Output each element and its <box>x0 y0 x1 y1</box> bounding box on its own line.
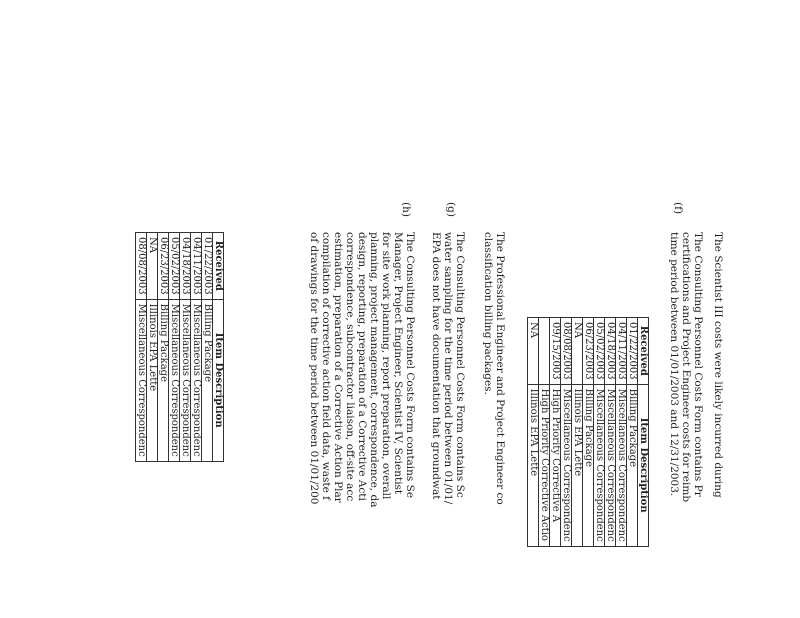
table-cell: 08/08/2003 <box>561 318 572 385</box>
item-f-table <box>527 317 649 547</box>
table-cell <box>539 318 550 385</box>
table-row <box>169 233 180 462</box>
paragraph-line: Manager, Project Engineer, Scientist IV, Scientist <box>392 232 404 495</box>
table-row <box>627 318 638 547</box>
paragraph-line: The Professional Engineer and Project Engineer co <box>494 232 506 505</box>
paragraph-line: The Consulting Personnel Costs Form contains Sc <box>454 232 466 498</box>
item-h-label: (h) <box>400 202 412 217</box>
paragraph-line: classification billing packages. <box>482 232 494 395</box>
table-cell: Miscellaneous Correspondenc <box>136 299 147 461</box>
table-cell: 04/18/2003 <box>605 318 616 385</box>
table-cell: Miscellaneous Correspondenc <box>180 299 191 461</box>
table-cell: 06/23/2003 <box>158 233 169 300</box>
table-row <box>572 318 583 547</box>
table-row <box>616 318 627 547</box>
paragraph-line: correspondence, subcontractor liaison, off-site acc <box>344 232 356 502</box>
paragraph-line: The Consulting Personnel Costs Form contains Se <box>404 232 416 499</box>
table-cell: NA <box>572 318 583 385</box>
column-header: Received <box>213 233 224 300</box>
table-cell: Billing Package <box>627 384 638 546</box>
paragraph-line: certifications and Project Engineer costs for reimb <box>680 232 692 503</box>
paragraph-line: water sampling for the time period between 01/01/ <box>442 232 454 505</box>
table-cell: 05/02/2003 <box>594 318 605 385</box>
paragraph-line: for site work planning, report preparation, overall <box>380 232 392 500</box>
table-row <box>136 233 147 462</box>
table-row <box>528 318 539 547</box>
column-header: Item Description <box>638 384 649 546</box>
column-header: Received <box>638 318 649 385</box>
table-cell: Miscellaneous Correspondenc <box>561 384 572 546</box>
table-cell: High Priority Corrective A <box>550 384 561 546</box>
table-cell: Illinois EPA Lette <box>147 299 158 461</box>
table-cell: 04/11/2003 <box>191 233 202 300</box>
table-cell: Billing Package <box>158 299 169 461</box>
rotated-document <box>4 202 724 612</box>
table-cell: Miscellaneous Correspondenc <box>594 384 605 546</box>
paragraph-line: estimation, preparation of a Corrective Action Plar <box>332 232 344 503</box>
table-cell: 06/23/2003 <box>583 318 594 385</box>
table-cell: Miscellaneous Correspondenc <box>191 299 202 461</box>
table-cell: NA <box>147 233 158 300</box>
paragraph-line: time period between 01/01/2003 and 12/31/2003. <box>668 232 680 497</box>
column-header: Item Description <box>213 299 224 461</box>
intro-line: The Scientist III costs were likely incurred during <box>712 232 724 498</box>
table-cell: Billing Package <box>202 299 213 461</box>
table-cell: Miscellaneous Correspondenc <box>605 384 616 546</box>
table-cell: Illinois EPA Lette <box>572 384 583 546</box>
table-row <box>561 318 572 547</box>
table-row <box>594 318 605 547</box>
paragraph-line: planning, project management, correspondence, da <box>368 232 380 508</box>
table-header-row <box>638 318 649 547</box>
item-g-label: (g) <box>445 202 457 217</box>
table-cell: 01/22/2003 <box>202 233 213 300</box>
paragraph-line: EPA does not have documentation that groundwat <box>430 232 442 500</box>
item-h-table <box>135 232 224 462</box>
table-cell: Illinois EPA Lette <box>528 384 539 546</box>
table-cell: 01/22/2003 <box>627 318 638 385</box>
item-f-label: (f) <box>672 202 684 215</box>
table-cell: Miscellaneous Correspondenc <box>616 384 627 546</box>
table-row <box>550 318 561 547</box>
table-row <box>539 318 550 547</box>
table-row <box>583 318 594 547</box>
table-row <box>180 233 191 462</box>
table-cell: NA <box>528 318 539 385</box>
paragraph-line: of drawings for the time period between 01/01/200 <box>308 232 320 505</box>
table-cell: 05/02/2003 <box>169 233 180 300</box>
table-cell: 04/18/2003 <box>180 233 191 300</box>
table-cell: Billing Package <box>583 384 594 546</box>
table-cell: 08/08/2003 <box>136 233 147 300</box>
table-cell: High Priority Corrective Actio <box>539 384 550 546</box>
table-cell: Miscellaneous Correspondenc <box>169 299 180 461</box>
table-cell: 04/11/2003 <box>616 318 627 385</box>
table-cell: 09/15/2003 <box>550 318 561 385</box>
table-row <box>605 318 616 547</box>
table-row <box>147 233 158 462</box>
table-row <box>158 233 169 462</box>
paragraph-line: compilation of corrective action field data, waste f <box>320 232 332 501</box>
table-header-row <box>213 233 224 462</box>
paragraph-line: design, reporting, preparation of a Corrective Acti <box>356 232 368 501</box>
paragraph-line: The Consulting Personnel Costs Form contains Pr <box>692 232 704 497</box>
table-row <box>191 233 202 462</box>
table-row <box>202 233 213 462</box>
